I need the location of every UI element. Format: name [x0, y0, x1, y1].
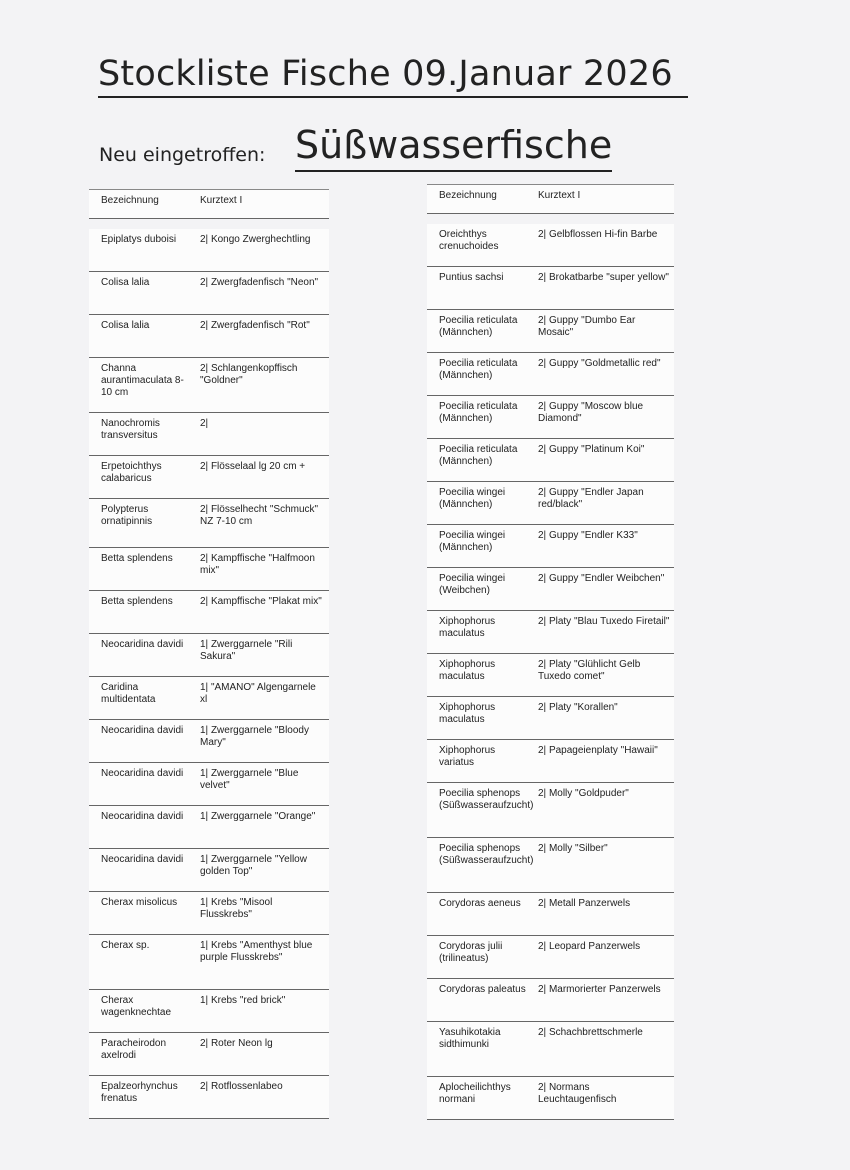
species-name: Xiphophorus maculatus	[439, 659, 496, 682]
table-row	[427, 310, 674, 353]
table-row	[427, 1022, 674, 1077]
table-row	[89, 413, 329, 456]
table-row	[427, 396, 674, 439]
table-row	[427, 936, 674, 979]
table-row	[89, 499, 329, 548]
column-header-text: Kurztext I	[200, 195, 243, 206]
short-text: 2| Guppy "Endler Japan red/black"	[538, 487, 644, 510]
short-text: 2| Guppy "Goldmetallic red"	[538, 358, 661, 369]
left-table-body	[89, 229, 329, 1119]
column-header-text: Kurztext I	[538, 190, 581, 201]
table-row	[89, 849, 329, 892]
right-table-body	[427, 224, 674, 1120]
table-row	[89, 1033, 329, 1076]
table-row	[89, 677, 329, 720]
table-row	[89, 456, 329, 499]
table-row	[427, 979, 674, 1022]
species-name: Cherax misolicus	[101, 897, 178, 908]
short-text: 1| Krebs "red brick"	[200, 995, 286, 1006]
short-text: 1| Krebs "Amenthyst blue purple Flusskrebs"	[200, 940, 313, 963]
table-row	[427, 353, 674, 396]
table-header-row	[89, 189, 329, 219]
short-text: 2| Schachbrettschmerle	[538, 1027, 643, 1038]
species-name: Poecilia wingei (Männchen)	[439, 530, 506, 553]
short-text: 2| Guppy "Moscow blue Diamond"	[538, 401, 644, 424]
table-row	[89, 935, 329, 990]
species-name: Corydoras aeneus	[439, 898, 521, 909]
table-row	[89, 720, 329, 763]
short-text: 2| Normans Leuchtaugenfisch	[538, 1082, 617, 1105]
table-row	[427, 568, 674, 611]
species-name: Neocaridina davidi	[101, 768, 184, 779]
species-name: Aplocheilichthys normani	[439, 1082, 511, 1105]
short-text: 2| Kampffische "Plakat mix"	[200, 596, 322, 607]
table-row	[427, 893, 674, 936]
table-row	[89, 892, 329, 935]
species-name: Poecilia wingei (Weibchen)	[439, 573, 506, 596]
species-name: Oreichthys crenuchoides	[439, 229, 499, 252]
short-text: 1| Zwerggarnele "Orange"	[200, 811, 316, 822]
table-row	[427, 740, 674, 783]
short-text: 2| Platy "Korallen"	[538, 702, 618, 713]
category-title: Süßwasserfische	[295, 122, 612, 172]
species-name: Paracheirodon axelrodi	[101, 1038, 167, 1061]
species-name: Erpetoichthys calabaricus	[101, 461, 162, 484]
species-name: Cherax wagenknechtae	[101, 995, 172, 1018]
table-row	[89, 1076, 329, 1119]
table-row	[427, 611, 674, 654]
species-name: Poecilia reticulata (Männchen)	[439, 444, 518, 467]
table-spacer	[89, 219, 329, 229]
table-row	[427, 224, 674, 267]
short-text: 2| Platy "Blau Tuxedo Firetail"	[538, 616, 670, 627]
short-text: 2| Leopard Panzerwels	[538, 941, 641, 952]
new-arrivals-label: Neu eingetroffen:	[99, 144, 266, 166]
table-row	[89, 548, 329, 591]
species-name: Puntius sachsi	[439, 272, 504, 283]
table-row	[89, 272, 329, 315]
page-title: Stockliste Fische 09.Januar 2026	[98, 54, 688, 98]
species-name: Poecilia reticulata (Männchen)	[439, 401, 518, 424]
species-name: Corydoras paleatus	[439, 984, 526, 995]
species-name: Xiphophorus maculatus	[439, 702, 496, 725]
species-name: Epiplatys duboisi	[101, 234, 177, 245]
table-row	[427, 697, 674, 740]
short-text: 2| Brokatbarbe "super yellow"	[538, 272, 669, 283]
table-row	[427, 525, 674, 568]
species-name: Poecilia sphenops (Süßwasseraufzucht)	[439, 788, 534, 811]
short-text: 2| Flösselhecht "Schmuck" NZ 7-10 cm	[200, 504, 319, 527]
species-name: Poecilia sphenops (Süßwasseraufzucht)	[439, 843, 534, 866]
species-name: Channa aurantimaculata 8-10 cm	[101, 363, 184, 398]
species-name: Poecilia wingei (Männchen)	[439, 487, 506, 510]
table-row	[427, 439, 674, 482]
species-name: Neocaridina davidi	[101, 725, 184, 736]
short-text: 1| Krebs "Misool Flusskrebs"	[200, 897, 273, 920]
species-name: Poecilia reticulata (Männchen)	[439, 315, 518, 338]
short-text: 2| Zwergfadenfisch "Rot"	[200, 320, 310, 331]
short-text: 2|	[200, 418, 209, 429]
right-stock-table	[427, 184, 674, 1120]
short-text: 2| Marmorierter Panzerwels	[538, 984, 661, 995]
table-row	[89, 229, 329, 272]
column-header-name: Bezeichnung	[439, 190, 497, 201]
table-row	[89, 634, 329, 677]
short-text: 2| Guppy "Platinum Koi"	[538, 444, 645, 455]
table-spacer	[427, 214, 674, 224]
table-row	[427, 783, 674, 838]
short-text: 2| Zwergfadenfisch "Neon"	[200, 277, 319, 288]
short-text: 2| Guppy "Dumbo Ear Mosaic"	[538, 315, 636, 338]
short-text: 2| Kongo Zwerghechtling	[200, 234, 311, 245]
species-name: Yasuhikotakia sidthimunki	[439, 1027, 501, 1050]
species-name: Poecilia reticulata (Männchen)	[439, 358, 518, 381]
short-text: 2| Molly "Silber"	[538, 843, 608, 854]
table-row	[89, 591, 329, 634]
short-text: 2| Molly "Goldpuder"	[538, 788, 629, 799]
column-header-name: Bezeichnung	[101, 195, 159, 206]
left-stock-table	[89, 189, 329, 1119]
species-name: Nanochromis transversitus	[101, 418, 160, 441]
species-name: Colisa lalia	[101, 320, 150, 331]
table-row	[427, 267, 674, 310]
short-text: 1| Zwerggarnele "Blue velvet"	[200, 768, 299, 791]
species-name: Xiphophorus maculatus	[439, 616, 496, 639]
species-name: Neocaridina davidi	[101, 854, 184, 865]
short-text: 2| Metall Panzerwels	[538, 898, 631, 909]
species-name: Cherax sp.	[101, 940, 150, 951]
short-text: 1| "AMANO" Algengarnele xl	[200, 682, 316, 705]
short-text: 2| Schlangenkopffisch "Goldner"	[200, 363, 298, 386]
table-header-row	[427, 184, 674, 214]
table-row	[427, 1077, 674, 1120]
species-name: Epalzeorhynchus frenatus	[101, 1081, 178, 1104]
short-text: 2| Rotflossenlabeo	[200, 1081, 283, 1092]
short-text: 1| Zwerggarnele "Rili Sakura"	[200, 639, 293, 662]
short-text: 2| Platy "Glühlicht Gelb Tuxedo comet"	[538, 659, 641, 682]
table-row	[89, 315, 329, 358]
short-text: 1| Zwerggarnele "Bloody Mary"	[200, 725, 309, 748]
table-row	[89, 763, 329, 806]
short-text: 2| Kampffische "Halfmoon mix"	[200, 553, 315, 576]
table-row	[427, 654, 674, 697]
short-text: 2| Papageienplaty "Hawaii"	[538, 745, 658, 756]
species-name: Neocaridina davidi	[101, 811, 184, 822]
short-text: 2| Guppy "Endler Weibchen"	[538, 573, 665, 584]
table-row	[427, 838, 674, 893]
short-text: 2| Guppy "Endler K33"	[538, 530, 638, 541]
short-text: 1| Zwerggarnele "Yellow golden Top"	[200, 854, 307, 877]
table-row	[89, 806, 329, 849]
short-text: 2| Flösselaal lg 20 cm +	[200, 461, 306, 472]
species-name: Colisa lalia	[101, 277, 150, 288]
species-name: Caridina multidentata	[101, 682, 156, 705]
species-name: Neocaridina davidi	[101, 639, 184, 650]
species-name: Xiphophorus variatus	[439, 745, 496, 768]
short-text: 2| Roter Neon lg	[200, 1038, 273, 1049]
species-name: Polypterus ornatipinnis	[101, 504, 153, 527]
species-name: Betta splendens	[101, 596, 173, 607]
table-row	[89, 990, 329, 1033]
species-name: Corydoras julii (trilineatus)	[439, 941, 503, 964]
species-name: Betta splendens	[101, 553, 173, 564]
table-row	[427, 482, 674, 525]
table-row	[89, 358, 329, 413]
short-text: 2| Gelbflossen Hi-fin Barbe	[538, 229, 658, 240]
